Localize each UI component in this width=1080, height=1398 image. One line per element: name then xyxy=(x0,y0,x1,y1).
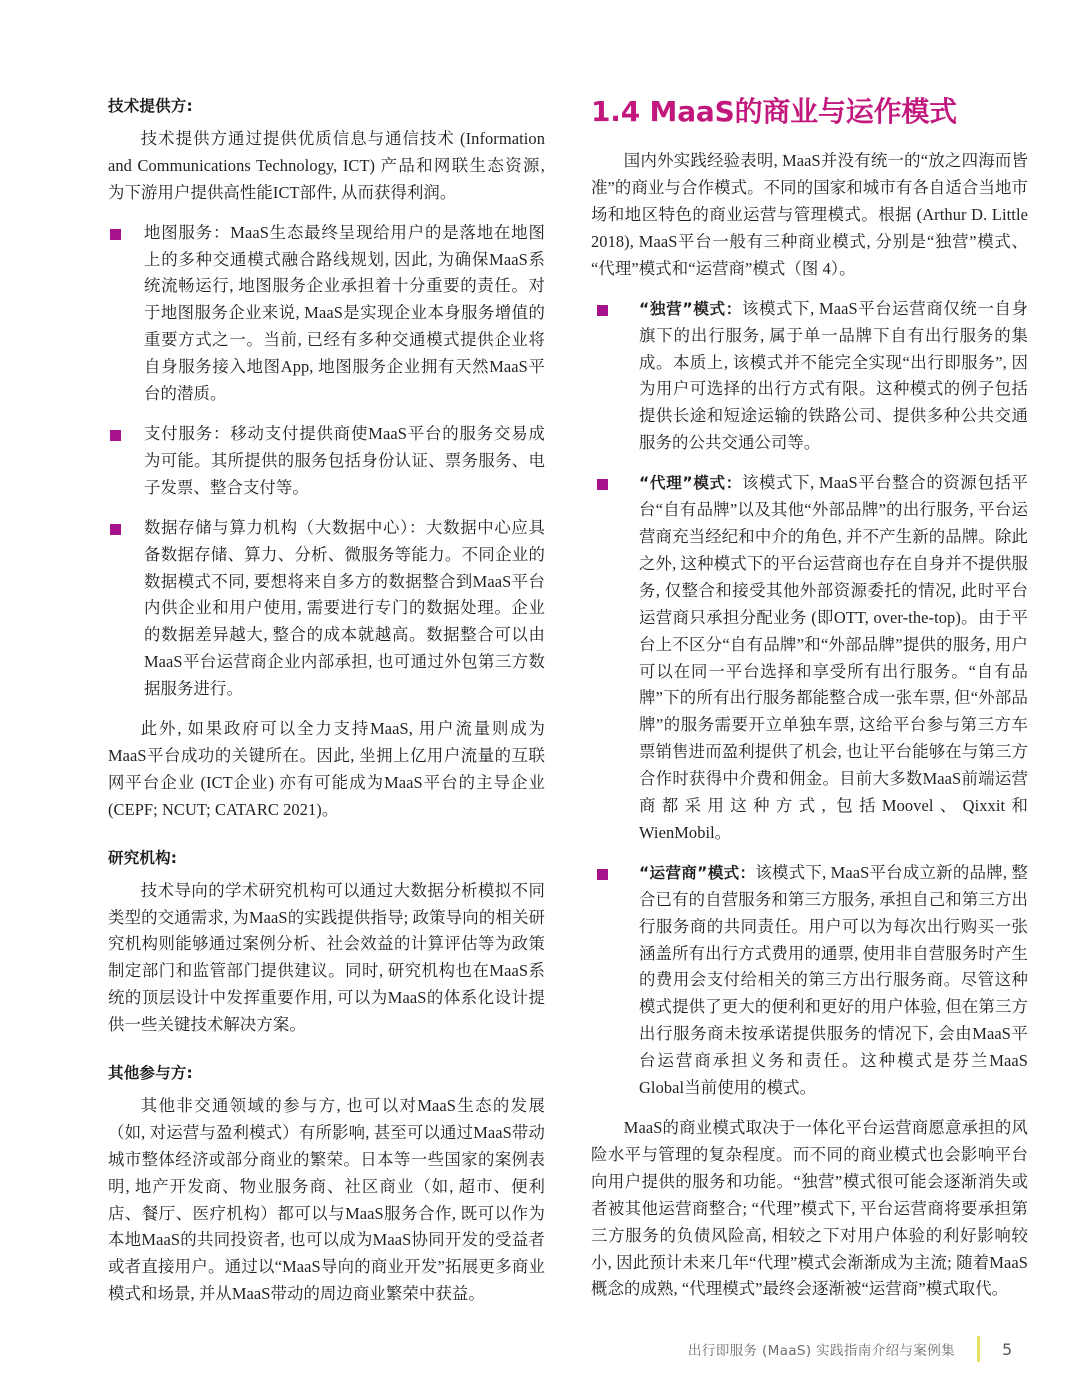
list-item-lead: “独营”模式： xyxy=(639,299,742,318)
list-item xyxy=(108,515,545,703)
list-item-text: 该模式下, MaaS平台运营商仅统一自身旗下的出行服务, 属于单一品牌下自有出行服务的集成。本质上, 该模式并不能完全实现“出行即服务”, 因为用户可选择的出行方式有限。这种模式的例子包括提供长途和短途运输的铁路公司、提供多种公共交通服务的公共交通公司等。 xyxy=(639,298,1028,453)
list-item xyxy=(591,470,1028,847)
heading-research-institutions: 研究机构: xyxy=(108,848,178,867)
list-item-text: 数据存储与算力机构（大数据中心）：大数据中心应具备数据存储、算力、分析、微服务等能力。不同企业的数据模式不同, 要想将来自多方的数据整合到MaaS平台内供企业和用户使用, 需要进行专门的数据处理。企业的数据差异越大, 整合的成本就越高。数据整合可以由MaaS平台运营商企业内部承担, 也可通过外包第三方数据服务进行。 xyxy=(144,517,545,699)
square-bullet-icon xyxy=(597,479,608,490)
footer-divider xyxy=(977,1336,980,1362)
page-number: 5 xyxy=(1002,1339,1013,1359)
left-column xyxy=(108,96,545,1320)
square-bullet-icon xyxy=(597,869,608,880)
list-item xyxy=(591,860,1028,1102)
paragraph-intro: 国内外实践经验表明, MaaS并没有统一的“放之四海而皆准”的商业与合作模式。不同的国家和城市有各自适合当地市场和地区特色的商业运营与管理模式。根据 (Arthur D. Little 2018), MaaS平台一般有三种商业模式, 分别是“独营”模式、“代理”模式和“运营商”模式（图 4）。 xyxy=(591,151,1028,278)
footer-title: 出行即服务 (MaaS) 实践指南介绍与案例集 xyxy=(687,1343,955,1359)
square-bullet-icon xyxy=(110,430,121,441)
square-bullet-icon xyxy=(110,524,121,535)
list-item-text: 该模式下, MaaS平台整合的资源包括平台“自有品牌”以及其他“外部品牌”的出行服务, 平台运营商充当经纪和中介的角色, 并不产生新的品牌。除此之外, 这种模式下的平台运营商也存在自身并不提供服务, 仅整合和接受其他外部资源委托的情况, 此时平台运营商只承担分配业务 (即OTT, over-the-top)。由于平台上不区分“自有品牌”和“外部品牌”提供的服务, 用户可以在同一平台选择和享受所有出行服务。“自有品牌”下的所有出行服务都能整合成一张车票, 但“外部品牌”的服务需要开立单独车票, 这给平台参与第三方车票销售进而盈利提供了机会, 也让平台能够在与第三方合作时获得中介费和佣金。目前大多数MaaS前端运营商都采用这种方式, 包括Moovel、Qixxit和WienMobil。 xyxy=(639,473,1028,842)
page-title: 1.4 MaaS的商业与运作模式 xyxy=(591,95,957,128)
list-item xyxy=(591,296,1028,457)
page-footer xyxy=(0,1328,1080,1370)
list-item xyxy=(108,220,545,408)
paragraph-government-support: 此外, 如果政府可以全力支持MaaS, 用户流量则成为MaaS平台成功的关键所在。因此, 坐拥上亿用户流量的互联网平台企业 (ICT企业) 亦有可能成为MaaS平台的主导企业 (CEPF; NCUT; CATARC 2021)。 xyxy=(108,719,545,819)
heading-other-participants: 其他参与方: xyxy=(108,1064,193,1083)
square-bullet-icon xyxy=(110,229,121,240)
paragraph-other-participants: 其他非交通领域的参与方, 也可以对MaaS生态的发展（如, 对运营与盈利模式）有所影响, 甚至可以通过MaaS带动城市整体经济或部分商业的繁荣。日本等一些国家的案例表明, 地产开发商、物业服务商、社区商业（如, 超市、便利店、餐厅、医疗机构）都可以与MaaS服务合作, 既可以作为本地MaaS的共同投资者, 也可以成为MaaS协同开发的受益者或者直接用户。通过以“MaaS导向的商业开发”拓展更多商业模式和场景, 并从MaaS带动的周边商业繁荣中获益。 xyxy=(108,1095,545,1304)
list-item-text: 该模式下, MaaS平台成立新的品牌, 整合已有的自营服务和第三方服务, 承担自己和第三方出行服务商的共同责任。用户可以为每次出行购买一张涵盖所有出行方式费用的通票, 使用非自营服务时产生的费用会支付给相关的第三方出行服务商。尽管这种模式提供了更大的便利和更好的用户体验, 但在第三方出行服务商未按承诺提供服务的情况下, 会由MaaS平台运营商承担义务和责任。这种模式是芬兰MaaS Global当前使用的模式。 xyxy=(639,862,1028,1098)
list-item xyxy=(108,421,545,502)
paragraph-research-institutions: 技术导向的学术研究机构可以通过大数据分析模拟不同类型的交通需求, 为MaaS的实践提供指导; 政策导向的相关研究机构则能够通过案例分析、社会效益的计算评估等为政策制定部门和监管部门提供建议。同时, 研究机构也在MaaS系统的顶层设计中发挥重要作用, 可以为MaaS的体系化设计提供一些关键技术解决方案。 xyxy=(108,880,545,1035)
list-item-lead: “代理”模式： xyxy=(639,474,742,493)
square-bullet-icon xyxy=(597,305,608,316)
tech-provider-bullet-list xyxy=(108,220,545,703)
paragraph-tech-provider: 技术提供方通过提供优质信息与通信技术 (Information and Communications Technology, ICT) 产品和网联生态资源, 为下游用户提供高性能ICT部件, 从而获得利润。 xyxy=(108,128,545,202)
list-item-text: 支付服务：移动支付提供商使MaaS平台的服务交易成为可能。其所提供的服务包括身份认证、票务服务、电子发票、整合支付等。 xyxy=(144,423,545,497)
heading-tech-provider: 技术提供方: xyxy=(108,97,193,115)
right-column xyxy=(591,96,1028,1320)
paragraph-closing: MaaS的商业模式取决于一体化平台运营商愿意承担的风险水平与管理的复杂程度。而不同的商业模式也会影响平台向用户提供的服务和功能。“独营”模式很可能会逐渐消失或者被其他运营商整合; “代理”模式下, 平台运营商将要承担第三方服务的负债风险高, 相较之下对用户体验的利好影响较小, 因此预计未来几年“代理”模式会渐渐成为主流; 随着MaaS概念的成熟, “代理模式”最终会逐渐被“运营商”模式取代。 xyxy=(591,1118,1028,1299)
business-model-bullet-list xyxy=(591,296,1028,1102)
list-item-text: 地图服务：MaaS生态最终呈现给用户的是落地在地图上的多种交通模式融合路线规划, 因此, 为确保MaaS系统流畅运行, 地图服务企业承担着十分重要的责任。对于地图服务企业来说, MaaS是实现企业本身服务增值的重要方式之一。当前, 已经有多种交通模式提供企业将自身服务接入地图App, 地图服务企业拥有天然MaaS平台的潜质。 xyxy=(144,222,545,404)
list-item-lead: “运营商”模式： xyxy=(639,863,756,882)
